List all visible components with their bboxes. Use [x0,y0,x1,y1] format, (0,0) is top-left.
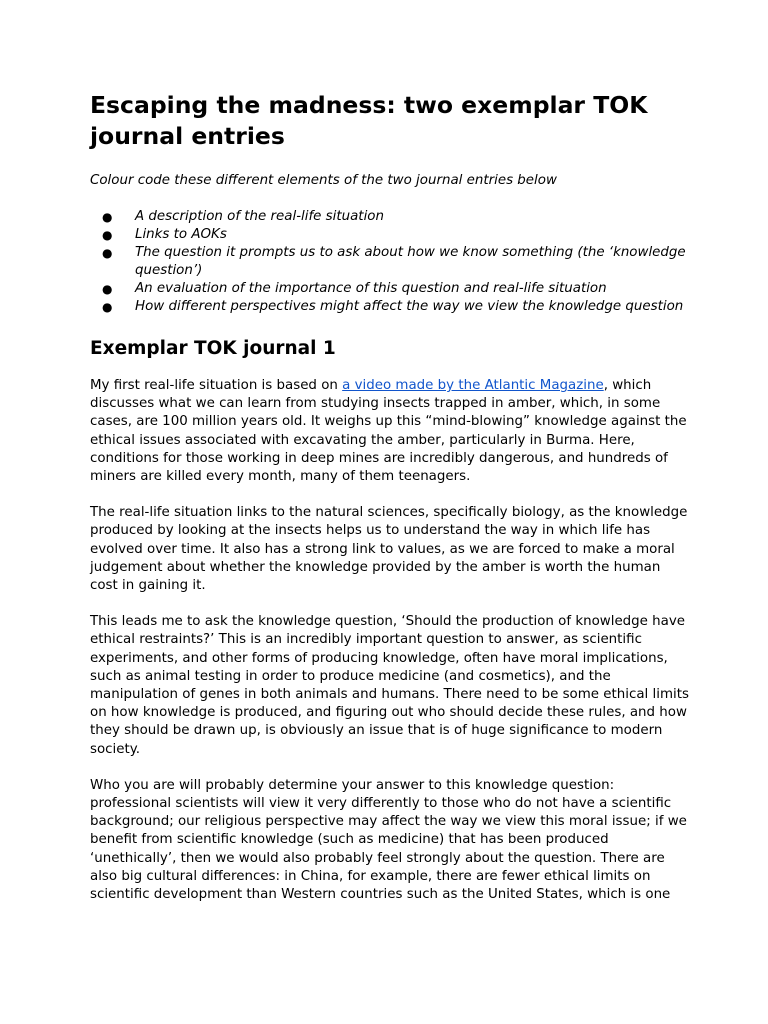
list-item [90,208,690,226]
paragraph-text: My first real-life situation is based on [90,378,343,393]
paragraph-knowledge-question: This leads me to ask the knowledge question, ‘Should the production of knowledge have ethical restraints?’ This is an incredibly important question to answer, as scientific experiments, and other forms of producing knowledge, often have moral implications, such as animal testing in order to produce medicine (and cosmetics), and the manipulation of genes in both animals and humans. There need to be some ethical limits on how knowledge is produced, and figuring out who should decide these rules, and how they should be drawn up, is obviously an issue that is of huge significance to modern society. [90,614,689,757]
paragraph-aoks: The real-life situation links to the natural sciences, specifically biology, as the knowledge produced by looking at the insects helps us to understand the way in which life has evolved over time. It also has a strong link to values, as we are forced to make a moral judgement about whether the knowledge provided by the amber is worth the human cost in gaining it. [90,505,688,594]
bullet-icon: ● [102,300,113,314]
atlantic-video-link[interactable]: a video made by the Atlantic Magazine [342,378,604,393]
bullet-icon: ● [102,210,113,224]
journal-body [90,377,690,922]
instructions-text: Colour code these different elements of the two journal entries below [90,173,557,188]
bullet-icon: ● [102,228,113,242]
list-item [90,280,690,298]
document-title: Escaping the madness: two exemplar TOK journal entries [90,91,648,150]
list-item-text: Links to AOKs [135,227,227,242]
bullet-icon: ● [102,246,113,260]
list-item-text: A description of the real-life situation [135,209,384,224]
list-item [90,298,690,316]
list-item [90,226,690,244]
section-heading: Exemplar TOK journal 1 [90,338,336,359]
paragraph-perspectives: Who you are will probably determine your answer to this knowledge question: professional scientists will view it very differently to those who do not have a scientific background; our religious perspective may affect the way we view this moral issue; if we benefit from scientific knowledge (such as medicine) that has been produced ‘unethically’, then we would also probably feel strongly about the question. There are also big cultural differences: in China, for example, there are fewer ethical limits on scientific development than Western countries such as the United States, which is one [90,777,687,903]
bullet-icon: ● [102,282,113,296]
list-item-text: An evaluation of the importance of this question and real-life situation [135,281,607,296]
document-page [90,90,690,903]
paragraph-situation [90,377,690,486]
list-item [90,244,690,280]
list-item-text: How different perspectives might affect the way we view the knowledge question [135,299,684,314]
elements-list [90,208,690,316]
paragraph-text: , which discusses what we can learn from studying insects trapped in amber, which, in some cases, are 100 million years old. It weighs up this “mind-blowing” knowledge against the ethical issues associated with excavating the amber, particularly in Burma. Here, conditions for those working in deep mines are incredibly dangerous, and hundreds of miners are killed every month, many of them teenagers. [90,378,687,485]
list-item-text: The question it prompts us to ask about how we know something (the ‘knowledge question’) [135,245,686,278]
